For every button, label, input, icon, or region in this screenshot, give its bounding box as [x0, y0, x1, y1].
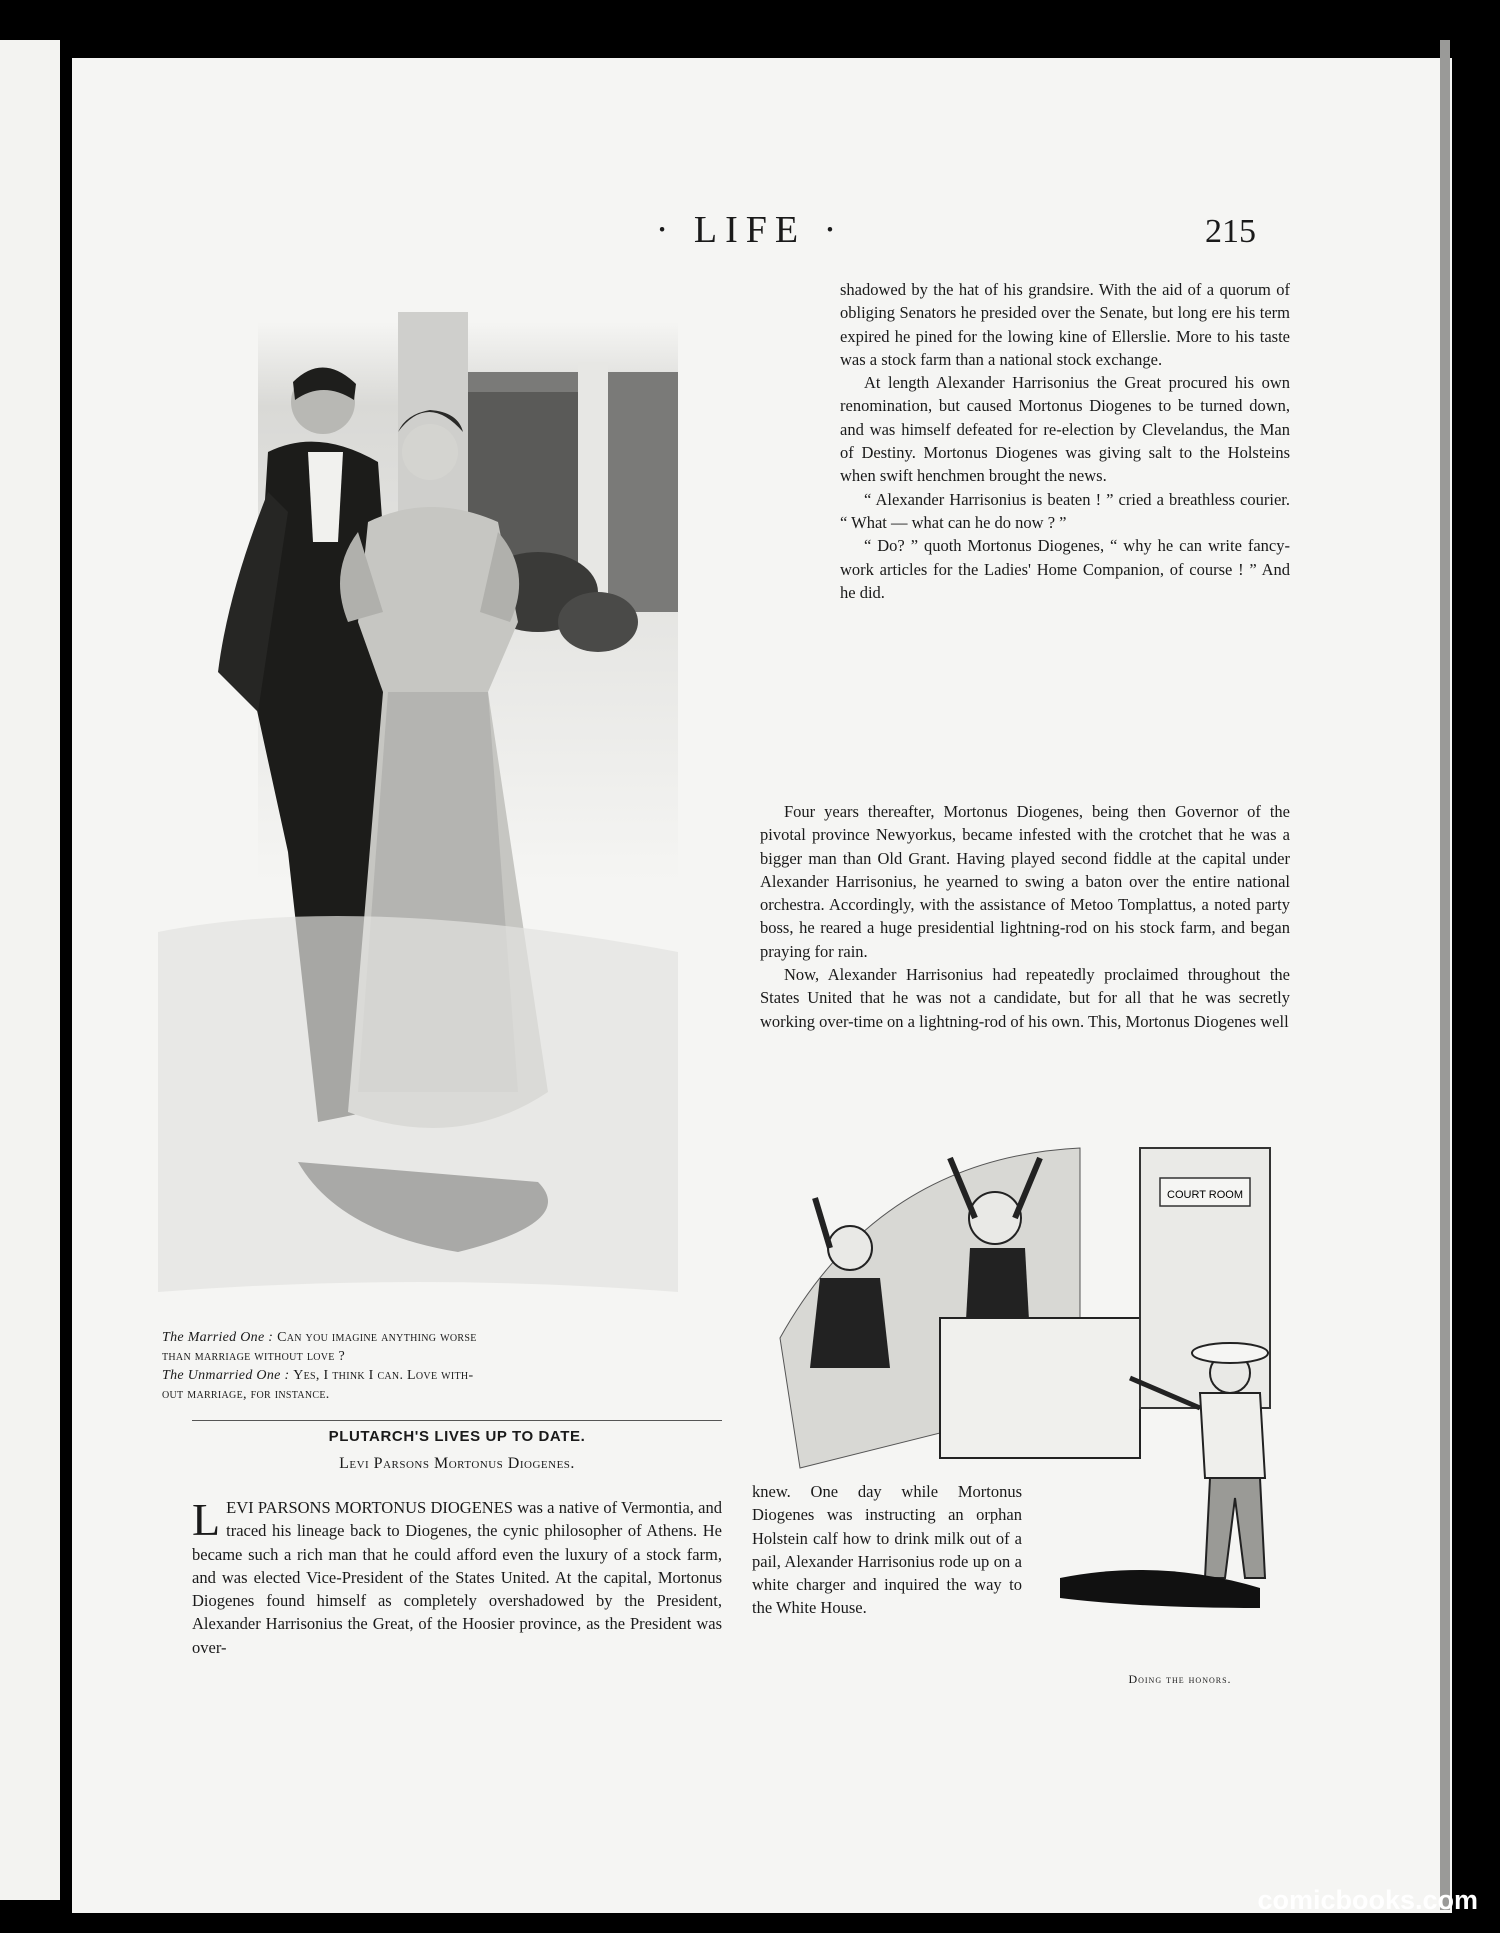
article-subtitle: Levi Parsons Mortonus Diogenes. — [339, 1455, 575, 1472]
paragraph: “ Do? ” quoth Mortonus Diogenes, “ why he can write fancy-work articles for the Ladies' Home Companion, of course ! ” And he did. — [840, 536, 1290, 602]
court-room-sign: COURT ROOM — [1167, 1189, 1243, 1201]
caption-speaker-unmarried: The Unmarried One : — [162, 1368, 290, 1383]
adjacent-page-sliver — [0, 40, 60, 1900]
paragraph: EVI PARSONS MORTONUS DIOGENES was a native of Vermontia, and traced his lineage back to Diogenes, the cynic philosopher of Athens. He became such a rich man that he could afford even the luxury of a stock farm, and was elected Vice-President of the States United. At the capital, Mortonus Diogenes found himself as completely overshadowed by the President, Alexander Harrisonius the Great, of the Hoosier province, as the President was over- — [192, 1498, 722, 1657]
magazine-title: · LIFE · — [655, 209, 845, 251]
article-continuation-column — [752, 1480, 1022, 1620]
paragraph: knew. One day while Mortonus Diogenes was instructing an orphan Holstein calf how to drink milk out of a pail, Alexander Harrisonius rode up on a white charger and inquired the way to the White House. — [752, 1482, 1022, 1618]
page-number: 215 — [1205, 213, 1256, 250]
paragraph: “ Alexander Harrisonius is beaten ! ” cried a breathless courier. “ What — what can he do now ? ” — [840, 489, 1290, 532]
paragraph: Now, Alexander Harrisonius had repeatedly proclaimed throughout the States United that he was not a candidate, but for all that he was secretly working over-time on a lightning-rod of his own. This, Mortonus Diogenes well — [760, 965, 1290, 1031]
site-watermark: comicbooks.com — [1257, 1885, 1478, 1915]
paragraph: At length Alexander Harrisonius the Great procured his own renomination, but caused Mortonus Diogenes to be turned down, and was himself defeated for re-election by Clevelandus, the Man of Destiny. Mortonus Diogenes was giving salt to the Holsteins when swift henchmen brought the news. — [840, 373, 1290, 486]
caption-line-2: than marriage without love ? — [162, 1349, 346, 1364]
article-title: PLUTARCH'S LIVES UP TO DATE. — [328, 1428, 586, 1445]
section-divider — [192, 1420, 722, 1421]
ballroom-couple-illustration — [158, 292, 700, 1312]
article-right-column-wide — [760, 800, 1290, 1033]
caption-line-4: out marriage, for instance. — [162, 1387, 330, 1402]
drop-cap: L — [192, 1494, 221, 1545]
caption-line-1: Can you imagine anything worse — [277, 1330, 477, 1345]
caption-line-3: Yes, I think I can. Love with- — [293, 1368, 474, 1383]
illustration-caption — [162, 1328, 642, 1404]
article-right-column — [840, 278, 1290, 604]
paragraph: shadowed by the hat of his grandsire. With the aid of a quorum of obliging Senators he presided over the Senate, but long ere his term expired he pined for the lowing kine of Ellerslie. More to his taste was a stock farm than a national stock exchange. — [840, 280, 1290, 369]
article-opening-column — [192, 1496, 722, 1659]
caption-speaker-married: The Married One : — [162, 1330, 274, 1345]
cartoon-caption: Doing the honors. — [1128, 1672, 1232, 1686]
paragraph: Four years thereafter, Mortonus Diogenes, being then Governor of the pivotal province Newyorkus, became infested with the crotchet that he was a bigger man than Old Grant. Having played second fiddle at the capital under Alexander Harrisonius, he yearned to swing a baton over the entire national orchestra. Accordingly, with the assistance of Metoo Tomplattus, a noted party boss, he reared a huge presidential lightning-rod on his stock farm, and began praying for rain. — [760, 802, 1290, 961]
page-edge-shadow — [1440, 40, 1450, 1910]
